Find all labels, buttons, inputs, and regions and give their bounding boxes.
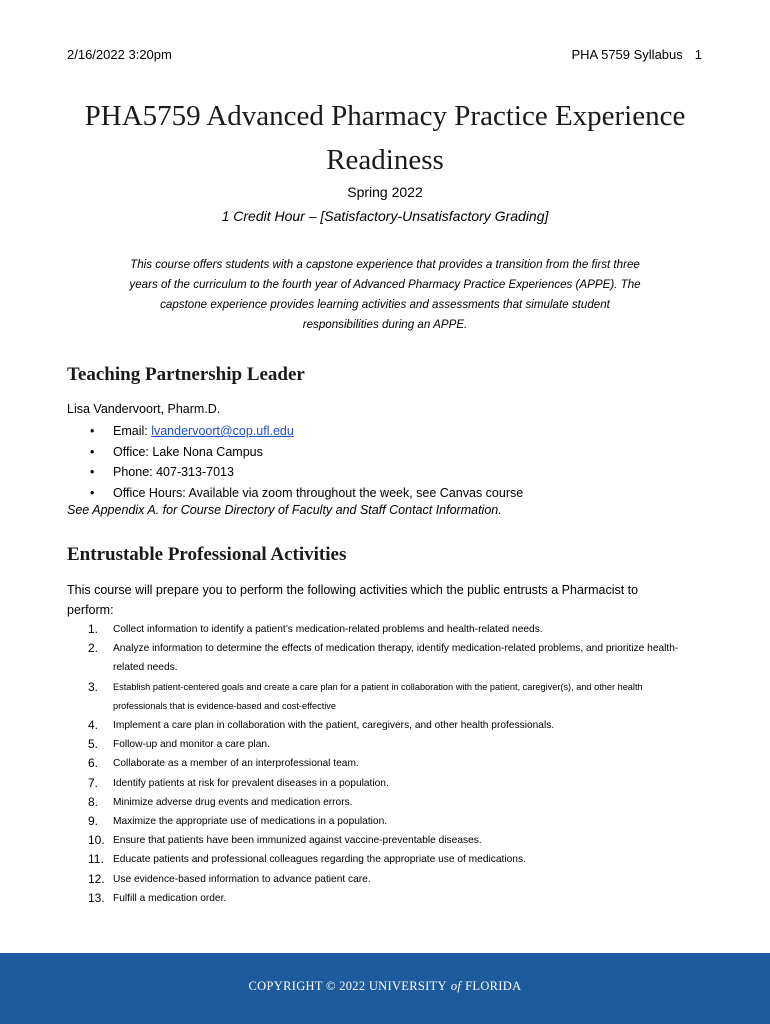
epa-item-number: 4. [88, 718, 99, 733]
epa-item [88, 716, 693, 735]
office-text: Office: Lake Nona Campus [113, 444, 263, 459]
page-title [40, 94, 730, 182]
contact-email [90, 421, 523, 442]
epa-item [88, 831, 693, 850]
epa-item-text: Minimize adverse drug events and medication errors. [113, 796, 353, 808]
epa-item-number: 13. [88, 890, 105, 905]
appendix-note: See Appendix A. for Course Directory of Faculty and Staff Contact Information. [67, 503, 502, 517]
epa-item-number: 3. [88, 679, 99, 694]
epa-item [88, 812, 693, 831]
leader-heading: Teaching Partnership Leader [67, 364, 305, 385]
epa-list [88, 620, 693, 908]
copyright-of: of [450, 979, 462, 993]
epa-item [88, 774, 693, 793]
bullet-icon: • [90, 486, 95, 501]
epa-item-text: Educate patients and professional colleagues regarding the appropriate use of medications. [113, 854, 526, 866]
copyright-prefix: COPYRIGHT © 2022 UNIVERSITY [248, 979, 447, 993]
epa-item-number: 11. [88, 852, 104, 867]
contact-phone [90, 462, 523, 483]
epa-item-number: 1. [88, 622, 99, 636]
epa-item [88, 735, 693, 754]
epa-item [88, 870, 693, 889]
contact-office [90, 442, 523, 463]
epa-heading: Entrustable Professional Activities [67, 544, 347, 565]
epa-item [88, 793, 693, 812]
epa-item [88, 754, 693, 773]
epa-item-text: Maximize the appropriate use of medications in a population. [113, 816, 388, 828]
footer-copyright [0, 979, 770, 994]
epa-item-text: Identify patients at risk for prevalent diseases in a population. [113, 777, 389, 789]
hours-text: Office Hours: Available via zoom throughout the week, see Canvas course [113, 486, 524, 501]
footer-band [0, 953, 770, 1024]
epa-item [88, 639, 693, 677]
epa-item-number: 12. [88, 871, 105, 886]
epa-item-number: 8. [88, 794, 99, 809]
copyright-institution: FLORIDA [465, 979, 522, 993]
header-syllabus-label: PHA 5759 Syllabus [571, 47, 683, 62]
epa-item-text: Fulfill a medication order. [113, 892, 227, 904]
contact-list [90, 421, 523, 504]
epa-item-number: 5. [88, 737, 99, 752]
epa-item-text: Collect information to identify a patient’s medication-related problems and health-related needs. [113, 624, 543, 635]
epa-item [88, 850, 693, 869]
bullet-icon: • [90, 444, 95, 459]
epa-item-number: 2. [88, 641, 99, 656]
course-description: This course offers students with a capstone experience that provides a transition from the first three years of the curriculum to the fourth year of Advanced Pharmacy Practice Experiences (APPE). The capstone experience provides learning activities and assessments that simulate student responsibilities during an APPE. [129, 258, 641, 331]
email-link[interactable]: lvandervoort@cop.ufl.edu [151, 424, 294, 438]
epa-item [88, 678, 693, 716]
page-number: 1 [694, 47, 702, 62]
epa-item [88, 620, 693, 639]
email-label: Email: [113, 424, 152, 438]
bullet-icon: • [90, 465, 95, 480]
title-line-2: Readiness [326, 144, 444, 176]
leader-name: Lisa Vandervoort, Pharm.D. [67, 402, 221, 416]
epa-item-number: 10. [88, 833, 105, 848]
epa-item-text: Analyze information to determine the effects of medication therapy, identify medication-related problems, and prioritize health-related needs. [113, 643, 679, 674]
epa-item-number: 6. [88, 756, 99, 771]
epa-item-text: Use evidence-based information to advance patient care. [113, 873, 371, 885]
course-credit: 1 Credit Hour – [Satisfactory-Unsatisfactory Grading] [221, 208, 549, 224]
title-line-1: PHA5759 Advanced Pharmacy Practice Experience [84, 100, 686, 132]
course-term: Spring 2022 [347, 184, 423, 200]
epa-item-text: Implement a care plan in collaboration with the patient, caregivers, and other health professionals. [113, 720, 555, 732]
epa-item-number: 9. [88, 814, 99, 829]
phone-text: Phone: 407-313-7013 [113, 465, 234, 480]
epa-item-number: 7. [88, 775, 99, 790]
contact-hours [90, 483, 523, 504]
bullet-icon: • [90, 424, 95, 438]
epa-item-text: Collaborate as a member of an interprofessional team. [113, 758, 359, 770]
epa-item [88, 889, 693, 908]
epa-item-text: Follow-up and monitor a care plan. [113, 739, 270, 751]
epa-intro: This course will prepare you to perform the following activities which the public entrusts a Pharmacist to perform: [67, 583, 639, 617]
header-doc-label [571, 47, 702, 62]
header-datetime: 2/16/2022 3:20pm [67, 47, 172, 62]
epa-item-text: Ensure that patients have been immunized against vaccine-preventable diseases. [113, 835, 482, 847]
epa-item-text: Establish patient-centered goals and create a care plan for a patient in collaboration with the patient, caregiver(s), and other health professionals that is evidence-based and cost-effective [113, 681, 643, 711]
